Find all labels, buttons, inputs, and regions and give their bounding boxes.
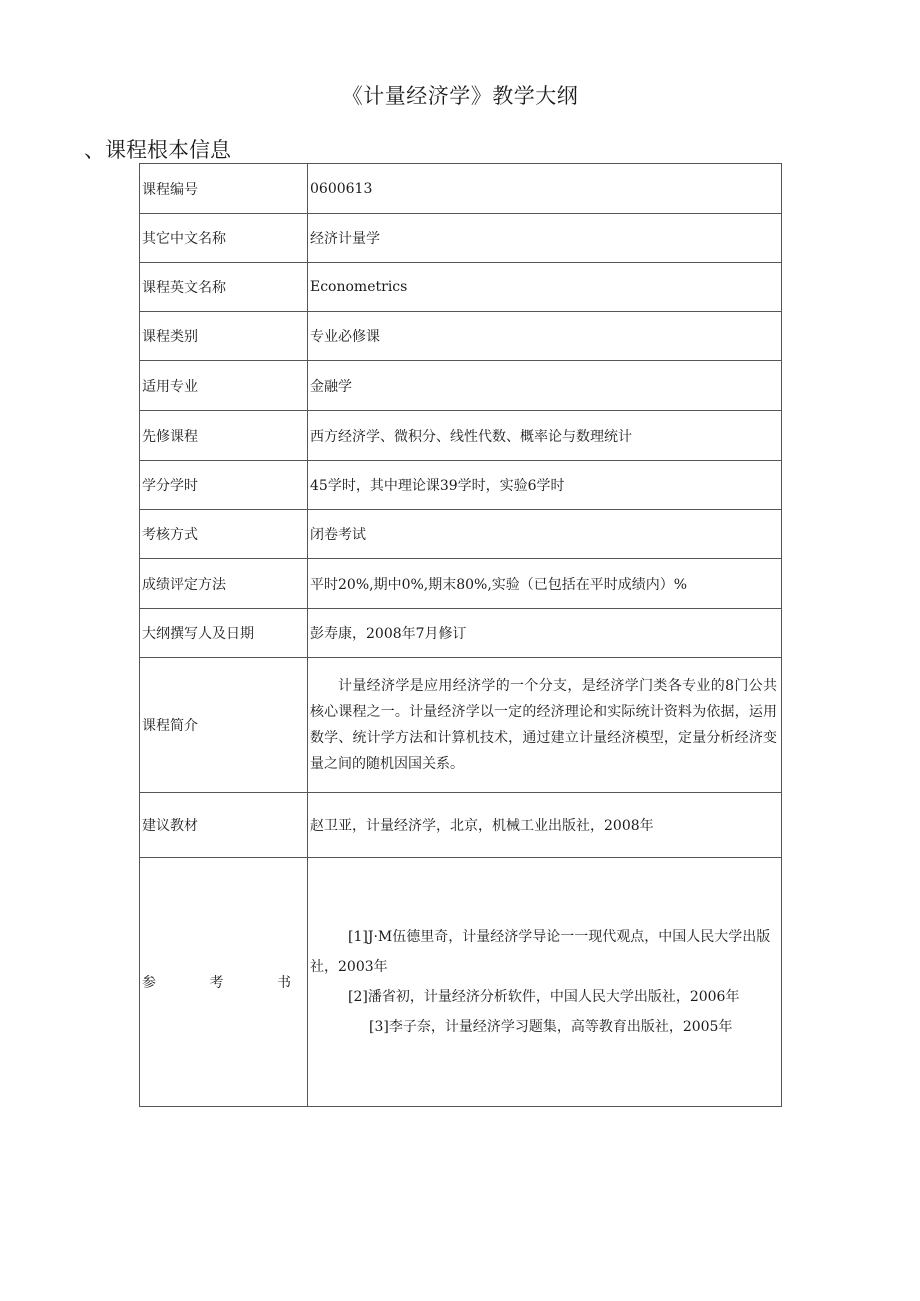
table-row [140,214,782,263]
references-cell [308,858,782,1107]
table-row [140,510,782,559]
row-value: 经济计量学 [308,214,782,263]
intro-cell [308,658,782,793]
table-row [140,609,782,658]
references-label-char: 参 [142,975,156,991]
table-row [140,312,782,361]
table-row [140,461,782,510]
row-value: 专业必修课 [308,312,782,361]
intro-text: 计量经济学是应用经济学的一个分支，是经济学门类各专业的8门公共核心课程之一。计量经济学以一定的经济理论和实际统计资料为依据，运用数学、统计学方法和计算机技术，通过建立计量经济模型，定量分析经济变量之间的随机因国关系。 [310,678,777,772]
table-row [140,411,782,461]
row-label: 成绩评定方法 [140,559,308,609]
row-label: 课程类别 [140,312,308,361]
textbook-value: 赵卫亚，计量经济学，北京，机械工业出版社，2008年 [308,793,782,858]
references-label [142,972,305,992]
reference-list [310,922,779,1042]
reference-item: [1]J·M伍德里奇，计量经济学导论一一现代观点，中国人民大学出版社，2003年 [310,929,771,975]
table-row [140,263,782,312]
row-value: 彭寿康，2008年7月修订 [308,609,782,658]
row-label: 课程英文名称 [140,263,308,312]
course-info-table [139,163,782,1107]
document-title: 《计量经济学》教学大纲 [341,84,579,108]
row-label: 学分学时 [140,461,308,510]
row-label: 适用专业 [140,361,308,411]
reference-item: [2]潘省初，计量经济分析软件，中国人民大学出版社，2006年 [348,989,740,1005]
intro-label: 课程简介 [140,658,308,793]
references-label-char: 书 [277,975,291,991]
references-row [140,858,782,1107]
references-label-char: 考 [209,975,224,991]
row-value: 西方经济学、微积分、线性代数、概率论与数理统计 [308,411,782,461]
row-value: 45学时，其中理论课39学时，实验6学时 [308,461,782,510]
table-row [140,559,782,609]
intro-row [140,658,782,793]
row-value: 闭卷考试 [308,510,782,559]
references-label-cell [140,858,308,1107]
row-label: 先修课程 [140,411,308,461]
table-row [140,361,782,411]
row-label: 课程编号 [140,164,308,214]
row-label: 考核方式 [140,510,308,559]
table-row [140,164,782,214]
row-value: 0600613 [308,164,782,214]
row-value: Econometrics [308,263,782,312]
textbook-label: 建议教材 [140,793,308,858]
section-heading: 、课程根本信息 [84,138,231,162]
textbook-row [140,793,782,858]
row-value: 金融学 [308,361,782,411]
row-label: 大纲撰写人及日期 [140,609,308,658]
reference-item: [3]李子奈，计量经济学习题集，高等教育出版社，2005年 [369,1019,733,1035]
row-value: 平时20%,期中0%,期末80%,实验（已包括在平时成绩内）% [308,559,782,609]
row-label: 其它中文名称 [140,214,308,263]
